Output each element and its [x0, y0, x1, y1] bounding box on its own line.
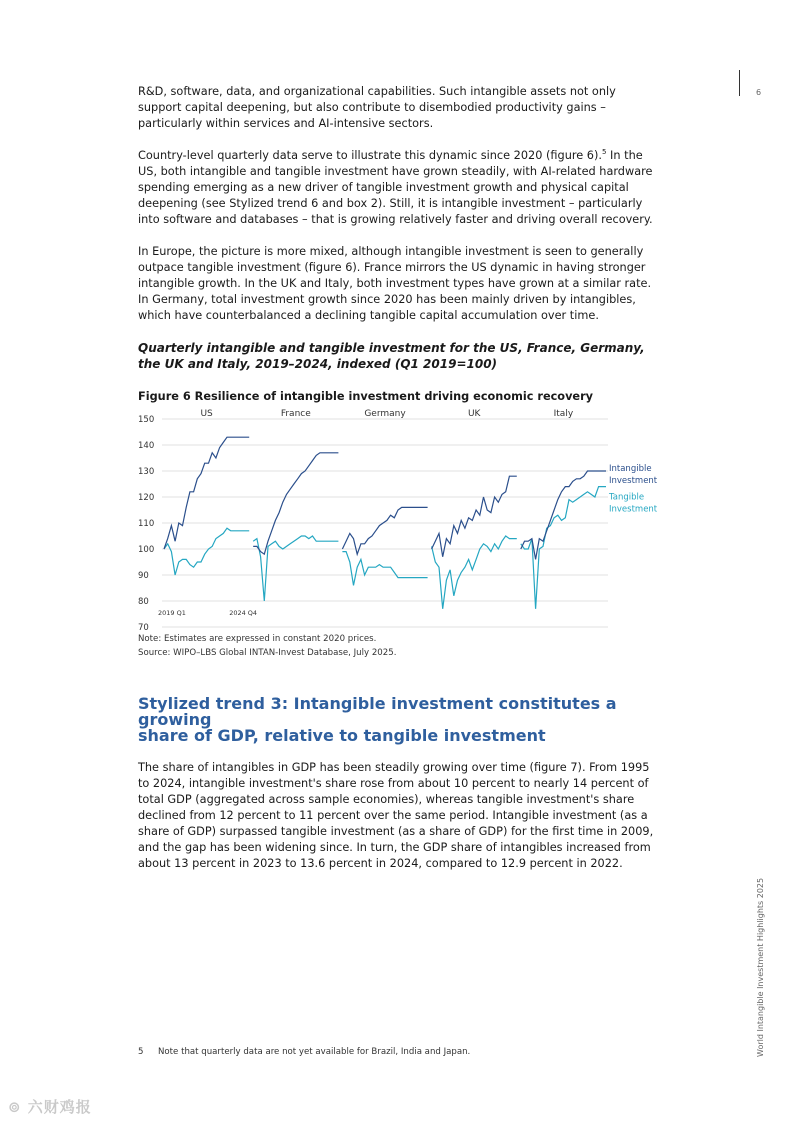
series-tangible-france — [253, 536, 338, 601]
y-tick-label-80: 80 — [138, 597, 149, 607]
paragraph-2-rest: In the US, both intangible and tangible investment have grown steadily, with AI-related hardware spending emerging as a new driver of tangible investment growth and physical capital deepening (see Stylized trend 6 and box 2). Still, it is intangible investment – particularly into software and databases – that is growing relatively faster and driving overall recovery. — [138, 149, 653, 226]
paragraph-2-start: Country-level quarterly data serve to illustrate this dynamic since 2020 (figure 6). — [138, 149, 602, 162]
panel-title-uk: UK — [467, 409, 481, 419]
legend-intangible-word-1: Investment — [609, 476, 658, 486]
y-tick-label-70: 70 — [138, 623, 149, 632]
page-number: 6 — [756, 88, 762, 97]
paragraph-1: R&D, software, data, and organizational capabilities. Such intangible assets not only support capital deepening, but also contribute to disembodied productivity gains – particularly within services and AI-intensive sectors. — [138, 85, 616, 130]
footnote-ref-5[interactable]: 5 — [602, 148, 607, 157]
series-tangible-germany — [342, 552, 427, 586]
y-tick-label-90: 90 — [138, 571, 149, 581]
legend-tangible-word-0: Tangible — [609, 492, 645, 503]
series-intangible-france — [253, 453, 338, 554]
legend-intangible-word-0: Intangible — [609, 464, 652, 474]
section-heading-line-1: Stylized trend 3: Intangible investment constitutes a growing — [138, 694, 617, 729]
figure-subheading: Quarterly intangible and tangible investment for the US, France, Germany, the UK and Italy, 2019–2024, indexed (Q1 2019=100) — [138, 341, 645, 371]
series-intangible-germany — [342, 507, 427, 554]
y-tick-label-130: 130 — [138, 467, 155, 477]
watermark-logo: ⊚ 六财鸡报 — [8, 1098, 92, 1116]
panel-title-france: France — [280, 409, 311, 419]
x-tick-label-end: 2024 Q4 — [229, 609, 258, 617]
legend-tangible-word-1: Investment — [609, 504, 658, 515]
series-intangible-uk — [432, 476, 517, 557]
main-content — [138, 84, 658, 888]
running-title: World Intangible Investment Highlights 2025 — [756, 877, 765, 1057]
y-tick-label-120: 120 — [138, 493, 155, 503]
series-intangible-us — [164, 437, 249, 549]
paragraph-4: The share of intangibles in GDP has been steadily growing over time (figure 7). From 1995 to 2024, intangible investment's share rose from about 10 percent to nearly 14 percent of total GDP (aggregated across sample economies), whereas tangible investment's share declined from 12 percent to 11 percent over the same period. Intangible investment (as a share of GDP) surpassed tangible investment (as a share of GDP) for the first time in 2009, and the gap has been widening since. In turn, the GDP share of intangibles increased from about 13 percent in 2023 to 13.6 percent in 2024, compared to 12.9 percent in 2022. — [138, 761, 654, 870]
panel-title-us: US — [200, 409, 213, 419]
page-number-divider — [739, 70, 740, 96]
figure-source: Source: WIPO–LBS Global INTAN-Invest Database, July 2025. — [138, 648, 397, 658]
legend-tangible — [608, 493, 658, 515]
footnote-number: 5 — [138, 1047, 144, 1057]
figure-note: Note: Estimates are expressed in constant 2020 prices. — [138, 634, 377, 644]
section-heading — [138, 696, 658, 744]
figure-title: Figure 6 Resilience of intangible investment driving economic recovery — [138, 390, 594, 403]
figure-6-chart — [138, 407, 658, 632]
y-tick-label-150: 150 — [138, 415, 155, 425]
y-tick-label-110: 110 — [138, 519, 155, 529]
y-tick-label-140: 140 — [138, 441, 155, 451]
legend-intangible — [609, 464, 658, 486]
paragraph-3: In Europe, the picture is more mixed, although intangible investment is seen to generally outpace tangible investment (figure 6). France mirrors the US dynamic in having stronger intangible growth. In the UK and Italy, both investment types have grown at a similar rate. In Germany, total investment growth since 2020 has been mainly driven by intangibles, which have counterbalanced a declining tangible capital accumulation over time. — [138, 245, 652, 322]
panel-title-italy: Italy — [553, 409, 574, 419]
x-tick-label-start: 2019 Q1 — [158, 609, 186, 617]
y-tick-label-100: 100 — [138, 545, 155, 555]
panel-title-germany: Germany — [364, 409, 406, 419]
footnote-text: Note that quarterly data are not yet available for Brazil, India and Japan. — [158, 1047, 471, 1057]
section-heading-line-2: share of GDP, relative to tangible investment — [138, 726, 546, 745]
series-intangible-italy — [521, 471, 606, 559]
footnote — [138, 1047, 470, 1057]
paragraph-2 — [138, 148, 658, 228]
